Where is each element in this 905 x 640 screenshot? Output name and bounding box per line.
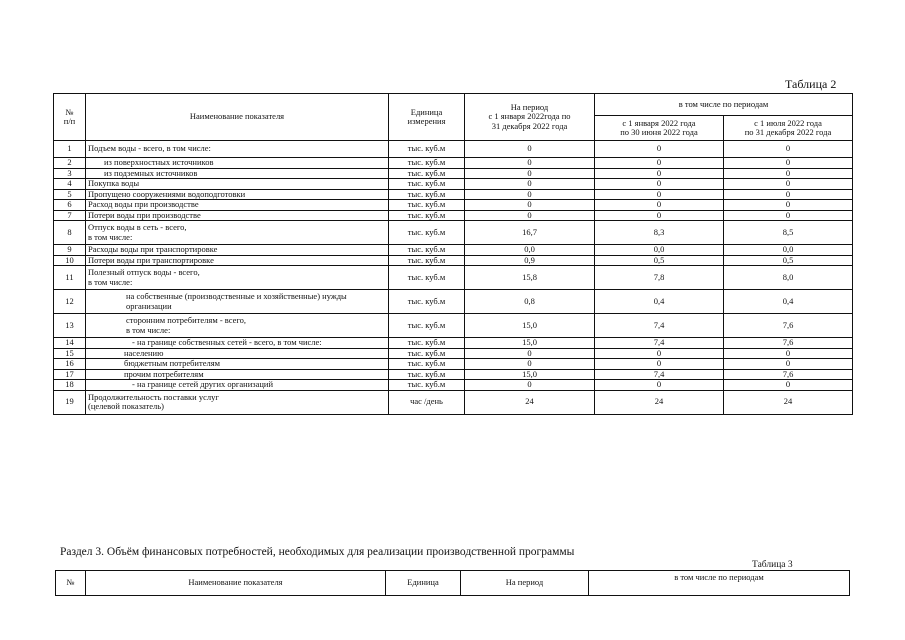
table-row [54, 168, 853, 179]
row-period-2: 0,0 [724, 245, 853, 256]
row-unit: тыс. куб.м [389, 179, 465, 190]
row-name: - на границе собственных сетей - всего, в том числе: [86, 338, 389, 349]
row-period-2: 0 [724, 380, 853, 391]
finance-table [55, 570, 850, 596]
table-row [54, 314, 853, 338]
table-row [54, 200, 853, 211]
row-period-2: 0 [724, 348, 853, 359]
row-number: 17 [54, 369, 86, 380]
row-number: 11 [54, 266, 86, 290]
row-name: Пропущено сооружениями водоподготовки [86, 189, 389, 200]
row-total: 0 [465, 141, 595, 158]
row-unit: тыс. куб.м [389, 290, 465, 314]
row-period-1: 0 [595, 359, 724, 370]
t3-header-num: № [56, 571, 86, 596]
row-total: 0 [465, 200, 595, 211]
row-number: 5 [54, 189, 86, 200]
row-total: 15,0 [465, 369, 595, 380]
table-row [54, 210, 853, 221]
row-period-2: 8,5 [724, 221, 853, 245]
table-row [54, 369, 853, 380]
table-row [54, 290, 853, 314]
row-total: 16,7 [465, 221, 595, 245]
row-unit: тыс. куб.м [389, 189, 465, 200]
row-name: Подъем воды - всего, в том числе: [86, 141, 389, 158]
row-total: 15,0 [465, 314, 595, 338]
row-period-1: 0 [595, 380, 724, 391]
row-number: 15 [54, 348, 86, 359]
row-total: 0 [465, 158, 595, 169]
row-period-2: 7,6 [724, 369, 853, 380]
row-period-2: 0,5 [724, 255, 853, 266]
row-period-2: 7,6 [724, 314, 853, 338]
row-unit: тыс. куб.м [389, 245, 465, 256]
header-name: Наименование показателя [86, 94, 389, 141]
row-unit: тыс. куб.м [389, 255, 465, 266]
row-name: Потери воды при транспортировке [86, 255, 389, 266]
row-period-1: 24 [595, 390, 724, 414]
row-number: 16 [54, 359, 86, 370]
row-total: 0 [465, 189, 595, 200]
row-name: населению [86, 348, 389, 359]
row-period-1: 0 [595, 348, 724, 359]
t3-header-unit: Единица [386, 571, 461, 596]
row-period-2: 0,4 [724, 290, 853, 314]
row-period-1: 0,4 [595, 290, 724, 314]
table-row [54, 179, 853, 190]
row-period-1: 0 [595, 189, 724, 200]
table-row [54, 141, 853, 158]
t3-header-period: На период [461, 571, 589, 596]
row-number: 18 [54, 380, 86, 391]
table-row [54, 338, 853, 349]
row-period-2: 0 [724, 141, 853, 158]
table-row [54, 359, 853, 370]
section3-title: Раздел 3. Объём финансовых потребностей, необходимых для реализации производственной программы [60, 546, 575, 558]
row-unit: час /день [389, 390, 465, 414]
row-period-1: 0,0 [595, 245, 724, 256]
row-total: 0 [465, 359, 595, 370]
row-period-1: 7,4 [595, 338, 724, 349]
row-unit: тыс. куб.м [389, 210, 465, 221]
row-total: 24 [465, 390, 595, 414]
row-name: Отпуск воды в сеть - всего, в том числе: [86, 221, 389, 245]
row-period-1: 7,4 [595, 369, 724, 380]
row-number: 1 [54, 141, 86, 158]
row-period-2: 7,6 [724, 338, 853, 349]
row-period-2: 0 [724, 179, 853, 190]
table-row [54, 266, 853, 290]
header-period-1: с 1 января 2022 года по 30 июня 2022 года [595, 116, 724, 141]
row-total: 0,9 [465, 255, 595, 266]
row-unit: тыс. куб.м [389, 221, 465, 245]
row-period-2: 0 [724, 359, 853, 370]
row-number: 12 [54, 290, 86, 314]
row-total: 0 [465, 210, 595, 221]
header-num: № п/п [54, 94, 86, 141]
row-number: 6 [54, 200, 86, 211]
row-number: 13 [54, 314, 86, 338]
header-including: в том числе по периодам [595, 94, 853, 116]
row-unit: тыс. куб.м [389, 380, 465, 391]
row-name: бюджетным потребителям [86, 359, 389, 370]
row-unit: тыс. куб.м [389, 338, 465, 349]
row-number: 14 [54, 338, 86, 349]
row-period-1: 0 [595, 210, 724, 221]
row-name: Потери воды при производстве [86, 210, 389, 221]
row-period-2: 0 [724, 189, 853, 200]
row-period-1: 0 [595, 158, 724, 169]
row-number: 10 [54, 255, 86, 266]
row-unit: тыс. куб.м [389, 314, 465, 338]
row-name: Расходы воды при транспортировке [86, 245, 389, 256]
row-unit: тыс. куб.м [389, 141, 465, 158]
row-unit: тыс. куб.м [389, 348, 465, 359]
row-number: 7 [54, 210, 86, 221]
t3-header-name: Наименование показателя [86, 571, 386, 596]
row-unit: тыс. куб.м [389, 158, 465, 169]
row-total: 0,0 [465, 245, 595, 256]
row-unit: тыс. куб.м [389, 266, 465, 290]
row-number: 2 [54, 158, 86, 169]
row-name: Расход воды при производстве [86, 200, 389, 211]
header-unit: Единица измерения [389, 94, 465, 141]
row-period-1: 0 [595, 168, 724, 179]
row-name: - на границе сетей других организаций [86, 380, 389, 391]
row-number: 4 [54, 179, 86, 190]
table-row [54, 245, 853, 256]
row-period-1: 0 [595, 179, 724, 190]
row-name: из подземных источников [86, 168, 389, 179]
row-total: 0 [465, 348, 595, 359]
row-total: 0 [465, 168, 595, 179]
row-unit: тыс. куб.м [389, 168, 465, 179]
table2-caption: Таблица 2 [785, 77, 837, 91]
row-number: 3 [54, 168, 86, 179]
row-period-1: 0 [595, 141, 724, 158]
table-row [54, 221, 853, 245]
row-period-1: 8,3 [595, 221, 724, 245]
row-unit: тыс. куб.м [389, 359, 465, 370]
row-period-1: 0 [595, 200, 724, 211]
row-name: сторонним потребителям - всего, в том числе: [86, 314, 389, 338]
row-unit: тыс. куб.м [389, 369, 465, 380]
row-total: 0 [465, 179, 595, 190]
table-row [54, 390, 853, 414]
row-name: на собственные (производственные и хозяйственные) нужды организации [86, 290, 389, 314]
row-number: 19 [54, 390, 86, 414]
row-period-1: 0,5 [595, 255, 724, 266]
row-period-2: 24 [724, 390, 853, 414]
row-name: Покупка воды [86, 179, 389, 190]
row-period-1: 7,4 [595, 314, 724, 338]
production-table [53, 93, 853, 415]
row-total: 15,8 [465, 266, 595, 290]
row-name: из поверхностных источников [86, 158, 389, 169]
table-row [54, 380, 853, 391]
row-period-1: 7,8 [595, 266, 724, 290]
row-period-2: 0 [724, 158, 853, 169]
table-row [54, 348, 853, 359]
row-unit: тыс. куб.м [389, 200, 465, 211]
row-period-2: 0 [724, 168, 853, 179]
header-period: На период с 1 января 2022года по 31 декабря 2022 года [465, 94, 595, 141]
t3-header-including: в том числе по периодам [589, 571, 850, 596]
header-period-2: с 1 июля 2022 года по 31 декабря 2022 года [724, 116, 853, 141]
row-number: 8 [54, 221, 86, 245]
row-total: 0 [465, 380, 595, 391]
row-total: 15,0 [465, 338, 595, 349]
table-row [54, 158, 853, 169]
row-name: Продолжительность поставки услуг (целевой показатель) [86, 390, 389, 414]
row-period-2: 0 [724, 210, 853, 221]
table3-caption: Таблица 3 [752, 560, 793, 570]
row-period-2: 8,0 [724, 266, 853, 290]
row-number: 9 [54, 245, 86, 256]
table-row [54, 189, 853, 200]
row-period-2: 0 [724, 200, 853, 211]
table-row [54, 255, 853, 266]
row-name: Полезный отпуск воды - всего, в том числе: [86, 266, 389, 290]
row-name: прочим потребителям [86, 369, 389, 380]
row-total: 0,8 [465, 290, 595, 314]
